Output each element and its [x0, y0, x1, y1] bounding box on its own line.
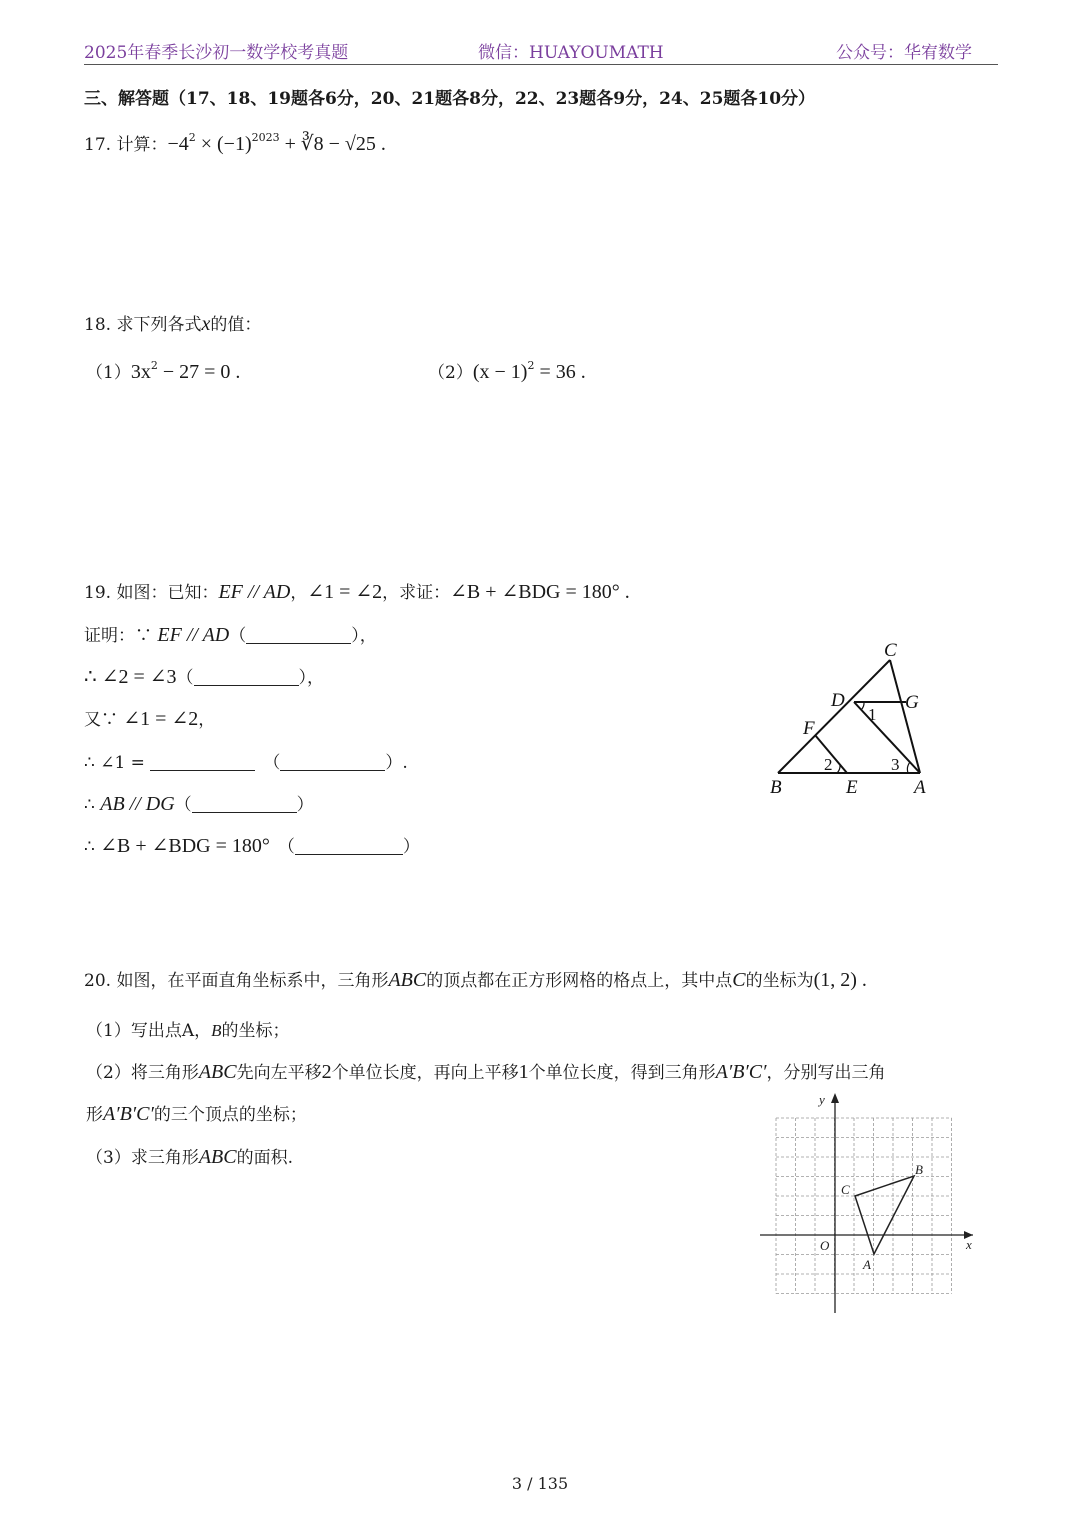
q20-p2-e: 个单位长度，再向上平移 [331, 1063, 519, 1083]
question-17 [84, 130, 386, 156]
q17-expr-b: × (−1) [195, 133, 252, 155]
q19-blank-3 [150, 752, 255, 771]
label-angle-1: 1 [868, 705, 877, 724]
q18-prompt-a: 18. 求下列各式 [84, 315, 202, 335]
label-E: E [846, 777, 858, 798]
q19-l6-a: ∴ [84, 837, 101, 857]
q20-part-1 [86, 1016, 289, 1041]
q20-p2-l: 的三个顶点的坐标； [153, 1105, 307, 1125]
q18-prompt-b: 的值： [210, 315, 262, 335]
header-right: 公众号：华宥数学 [836, 43, 972, 63]
q19-l5-b: AB // DG [100, 793, 175, 815]
q18-p1-b: − 27 = 0 . [157, 361, 241, 383]
label-angle-2: 2 [824, 755, 833, 774]
q17-prefix: 17. 计算： [84, 135, 168, 155]
q20-p1-c: 的坐标； [221, 1021, 290, 1041]
angle-mark-3 [907, 762, 910, 773]
q20-p1: （1）写出点A， [86, 1021, 212, 1041]
q19-l5-c: （ [174, 795, 192, 815]
q19-l4-b: （ [263, 753, 281, 773]
q17-expr-c: + ∛8 − √25 . [279, 133, 386, 155]
q19-l5-d: ） [296, 795, 314, 815]
q19-l3-c: ， [198, 710, 216, 730]
q19-stem-e: ，求证： [382, 583, 451, 603]
q19-blank-1 [246, 625, 351, 644]
q20-coordinate-grid-figure [758, 1088, 988, 1318]
q19-blank-2 [194, 667, 299, 686]
q20-p1-b: B [211, 1021, 222, 1040]
q19-proof-line-2 [84, 663, 324, 689]
header-center: 微信：HUAYOUMATH [478, 43, 664, 63]
q19-proof-line-5 [84, 790, 314, 816]
q20-p2-f: 1 [518, 1061, 529, 1083]
section-title: 三、解答题（17、18、19题各6分，20、21题各8分，22、23题各9分，24、25题各10分） [84, 89, 816, 109]
q20-p2-j: 形 [86, 1105, 103, 1125]
axis-label-y: y [819, 1092, 825, 1107]
q20-part-2 [86, 1058, 886, 1084]
q19-l6-c: （ [277, 837, 295, 857]
header-left: 2025年春季长沙初一数学校考真题 [84, 43, 349, 63]
label-G: G [905, 692, 919, 713]
triangle-ABC [855, 1176, 914, 1254]
q19-stem-c: ， [290, 583, 308, 603]
q20-stem-c: 的顶点都在正方形网格的格点上，其中点 [426, 971, 733, 991]
label-F: F [803, 718, 815, 739]
q19-l2-c: ）， [298, 668, 325, 688]
y-axis-arrow-icon [831, 1093, 839, 1103]
q20-p3-a: （3）求三角形 [86, 1148, 199, 1168]
q20-p2-c: 先向左平移 [236, 1063, 322, 1083]
q19-blank-6 [295, 836, 403, 855]
q19-stem-f: ∠B + ∠BDG = 180° . [450, 581, 630, 603]
grid-label-A: A [863, 1257, 871, 1272]
q20-p2-b: ABC [198, 1061, 237, 1083]
q18-p2-a: (x − 1) [472, 361, 528, 383]
q20-p2-k: A′B′C′ [103, 1103, 154, 1125]
label-B: B [770, 777, 782, 798]
q19-l5-a: ∴ [84, 795, 101, 815]
q19-l1-d: ）， [351, 626, 377, 646]
q20-p3-c: 的面积. [236, 1148, 294, 1168]
q20-p2-d: 2 [321, 1061, 332, 1083]
label-angle-3: 3 [891, 755, 900, 774]
q19-l4-c: ）. [385, 753, 408, 773]
question-19-stem [84, 578, 630, 604]
label-C: C [884, 640, 897, 661]
header-rule [84, 64, 998, 65]
q19-l6-b: ∠B + ∠BDG = 180° [100, 835, 270, 857]
grid-label-B: B [915, 1162, 923, 1177]
q20-stem-e: 的坐标为 [745, 971, 814, 991]
q20-p2-a: （2）将三角形 [86, 1063, 199, 1083]
q20-part-3 [86, 1143, 293, 1169]
q18-part-2 [428, 358, 586, 384]
q18-p2-label: （2） [428, 363, 473, 383]
q19-blank-4 [280, 752, 385, 771]
q20-stem-f: (1, 2) . [813, 969, 867, 991]
question-20-stem [84, 966, 867, 992]
question-18 [84, 310, 261, 336]
q20-p2-h: A′B′C′ [715, 1061, 767, 1083]
page-number: 3 / 135 [511, 1474, 569, 1493]
q19-l3-b: ∠1 = ∠2 [123, 708, 199, 730]
q19-stem-b: EF // AD [218, 581, 291, 603]
q17-expr-a: −4 [167, 133, 189, 155]
q19-l4-a: ∴ ∠1 = [84, 753, 151, 773]
q19-proof-line-1 [84, 621, 377, 647]
q20-p3-b: ABC [198, 1146, 237, 1168]
label-A: A [914, 777, 926, 798]
angle-mark-2 [837, 765, 840, 773]
q20-part-2-cont [86, 1100, 307, 1126]
q19-l3-a: 又∵ [84, 710, 124, 730]
label-D: D [831, 690, 845, 711]
angle-mark-1 [861, 702, 864, 710]
q18-p1-a: 3x [130, 361, 151, 383]
q17-exp-b: 2023 [251, 131, 280, 144]
q19-proof-line-4 [84, 748, 408, 773]
q19-l1-c: （ [229, 626, 247, 646]
q20-stem-b: ABC [388, 969, 427, 991]
axis-label-x: x [966, 1237, 972, 1252]
q19-triangle-figure [760, 636, 960, 806]
q19-l1-a: 证明：∵ [84, 626, 158, 646]
q18-p2-b: = 36 . [534, 361, 586, 383]
q20-p2-i: ，分别写出三角 [766, 1063, 886, 1083]
q20-stem-d: C [732, 969, 746, 991]
q19-proof-line-6 [84, 832, 420, 858]
q17-exp-a: 2 [188, 131, 196, 144]
q18-p2-exp: 2 [527, 359, 535, 372]
q20-stem-a: 20. 如图，在平面直角坐标系中，三角形 [84, 971, 389, 991]
q19-stem-a: 19. 如图：已知： [84, 583, 219, 603]
q18-part-1 [86, 358, 240, 384]
q19-l2-b: （ [176, 668, 194, 688]
q18-p1-exp: 2 [150, 359, 158, 372]
grid-label-C: C [841, 1182, 850, 1197]
q19-blank-5 [192, 794, 297, 813]
q20-p2-g: 个单位长度，得到三角形 [528, 1063, 716, 1083]
origin-label: O [820, 1238, 830, 1253]
q19-l1-b: EF // AD [157, 624, 230, 646]
q19-l2-a: ∴ ∠2 = ∠3 [84, 666, 177, 688]
q19-stem-d: ∠1 = ∠2 [307, 581, 383, 603]
q18-var: x [201, 313, 211, 335]
q18-p1-label: （1） [86, 363, 131, 383]
q19-l6-d: ） [402, 837, 420, 857]
q19-proof-line-3 [84, 705, 215, 731]
